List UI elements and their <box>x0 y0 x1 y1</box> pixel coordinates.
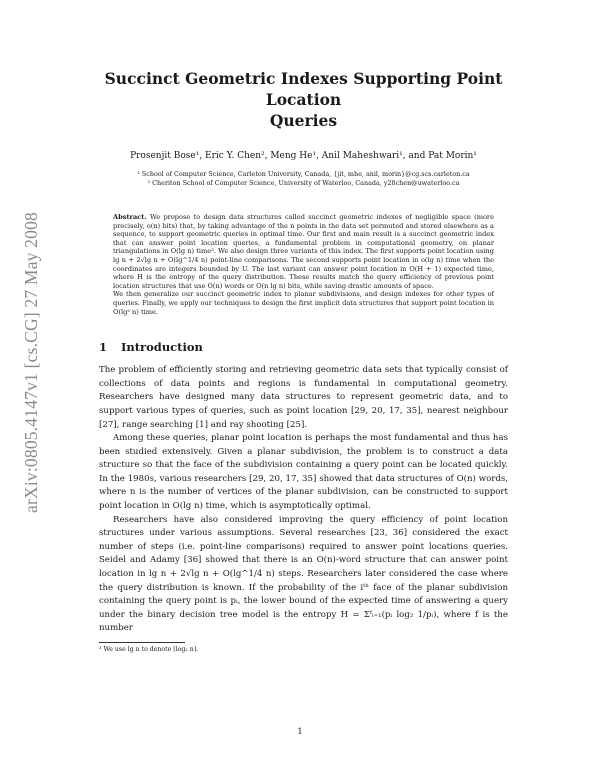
abstract <box>113 213 494 316</box>
paper-page <box>99 68 508 653</box>
affiliation-1: ¹ School of Computer Science, Carleton University, Canada, {jit, mhe, anil, morin}@cg.scs.carleton.ca <box>137 170 470 178</box>
affiliations <box>99 170 508 188</box>
arxiv-identifier <box>18 192 44 532</box>
title-line-1: Succinct Geometric Indexes Supporting Point Location <box>104 69 503 109</box>
abstract-text-1: We propose to design data structures called succinct geometric indexes of negligible space (more precisely, o(n) bits) that, by taking advantage of the n points in the data set permuted and stored elsewhere as a sequence, to support geometric queries in optimal time. Our first and main result is a succinct geometric index that can answer point location queries, a fundamental problem in computational geometry, on planar triangulations in O(lg n) time³. We also design three variants of this index. The first supports point location using lg n + 2√lg n + O(lg^1/4 n) point-line comparisons. The second supports point location in o(lg n) time when the coordinates are integers bounded by U. The last variant can answer point location in O(H + 1) expected time, where H is the entropy of the query distribution. These results match the query efficiency of previous point location structures that use O(n) words or O(n lg n) bits, while saving drastic amounts of space. <box>113 213 494 290</box>
section-number: 1 <box>99 340 108 355</box>
abstract-label: Abstract. <box>113 213 147 221</box>
section-heading <box>99 340 508 354</box>
affiliation-2: ² Cheriton School of Computer Science, University of Waterloo, Canada, y28chen@uwaterloo.ca <box>147 179 460 187</box>
abstract-paragraph-2: We then generalize our succinct geometric index to planar subdivisions, and design indexes for other types of queries. Finally, we apply our techniques to design the first implicit data structures that support point location in O(lg² n) time. <box>113 290 494 316</box>
section-title: Introduction <box>121 340 203 355</box>
author-list: Prosenjit Bose¹, Eric Y. Chen², Meng He¹, Anil Maheshwari¹, and Pat Morin¹ <box>130 151 477 161</box>
abstract-paragraph-1 <box>113 213 494 290</box>
page-number: 1 <box>297 727 303 737</box>
arxiv-id-text: arXiv:0805.4147v1 [cs.CG] 27 May 2008 <box>20 211 41 513</box>
footnote-divider <box>99 642 185 643</box>
introduction-body <box>99 364 508 636</box>
intro-paragraph-2: Among these queries, planar point location is perhaps the most fundamental and thus has been studied extensively. Given a planar subdivision, the problem is to construct a data structure so that the face of the subdivision containing a query point can be located quickly. In the 1980s, various researchers [29, 20, 17, 35] showed that data structures of O(n) words, where n is the number of vertices of the planar subdivision, can be constructed to support point location in O(lg n) time, which is asymptotically optimal. <box>99 433 508 512</box>
title-line-2: Queries <box>269 111 338 130</box>
intro-paragraph-3: Researchers have also considered improving the query efficiency of point location structures under various assumptions. Several researches [23, 36] considered the exact number of steps (i.e. point-line comparisons) required to answer point locations queries. Seidel and Adamy [36] showed that there is an O(n)-word structure that can answer point location in lg n + 2√lg n + O(lg^1/4 n) steps. Researchers later considered the case where the query distribution is known. If the probability of the iᵗʰ face of the planar subdivision containing the query point is pᵢ, the lower bound of the expected time of answering a query under the binary decision tree model is the entropy H = Σᶠᵢ₌₁(pᵢ log₂ 1/pᵢ), where f is the number <box>99 514 508 634</box>
footnote: ³ We use lg n to denote ⌈log₂ n⌉. <box>99 646 199 653</box>
intro-paragraph-1: The problem of efficiently storing and retrieving geometric data sets that typically consist of collections of data points and regions is fundamental in computational geometry. Researchers have designed many data structures to represent geometric data, and to support various types of queries, such as point location [29, 20, 17, 35], nearest neighbour [27], range searching [1] and ray shooting [25]. <box>99 365 508 430</box>
paper-title <box>99 68 508 131</box>
